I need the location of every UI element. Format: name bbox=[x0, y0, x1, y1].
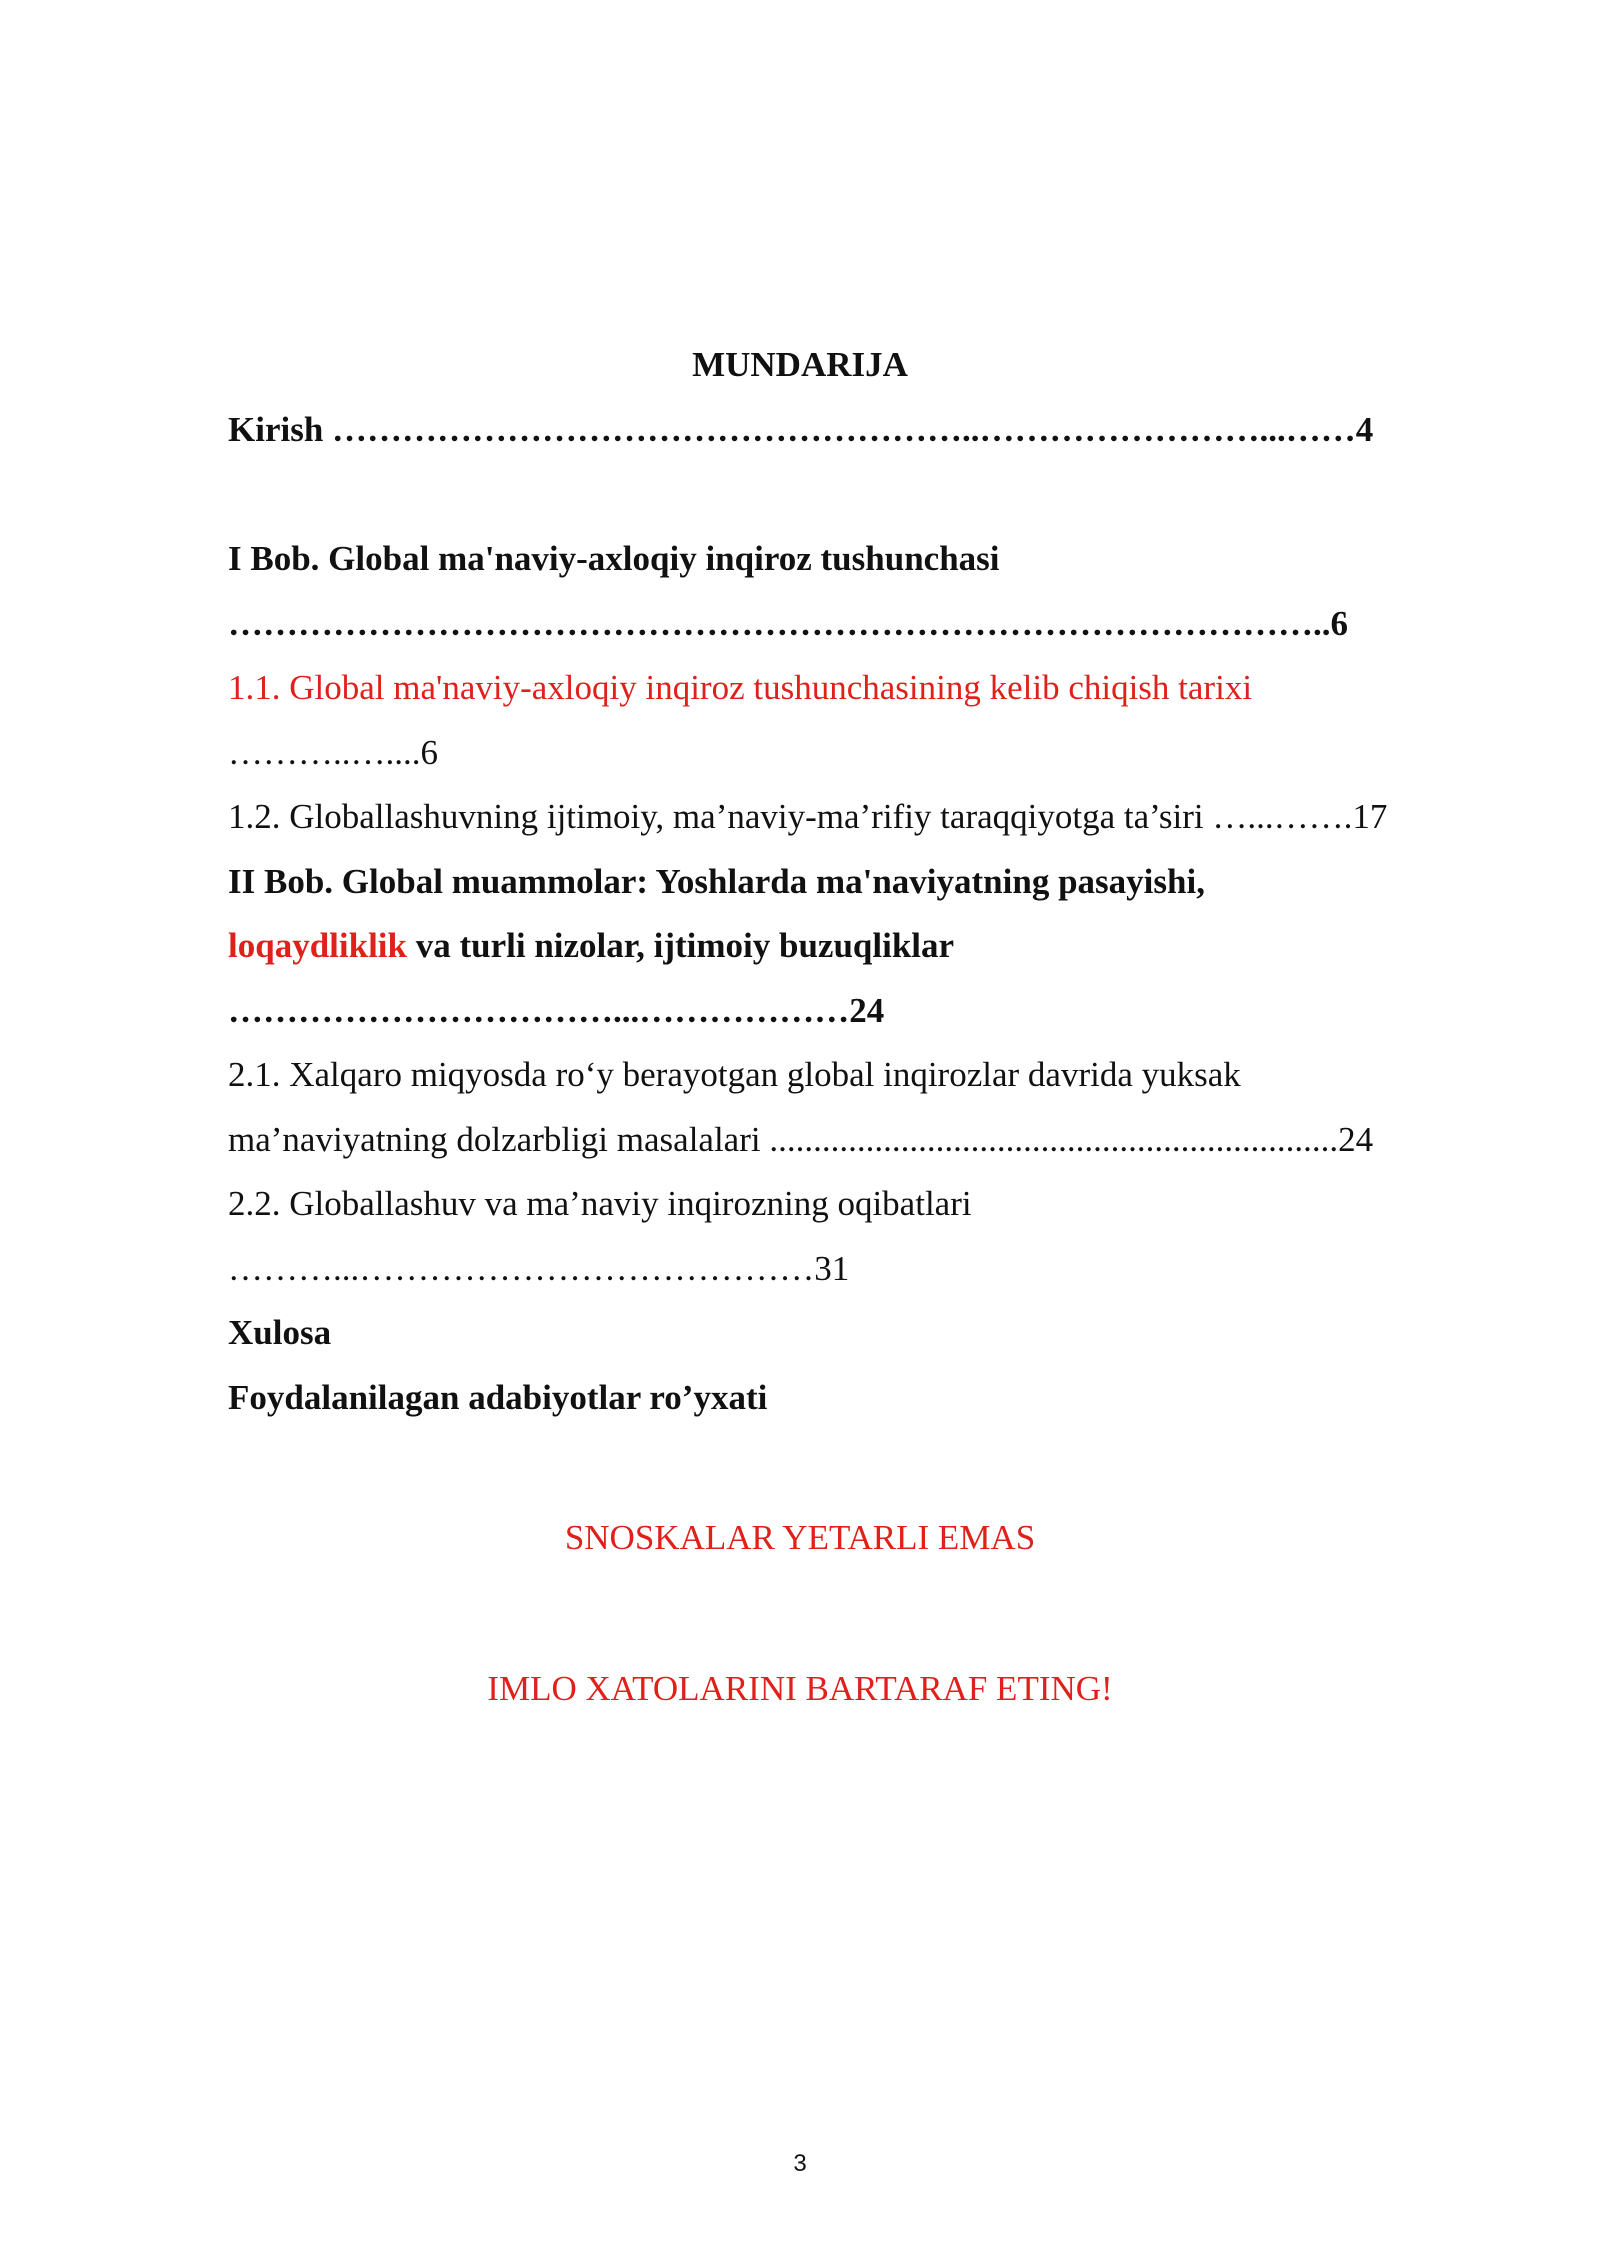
toc-entry-2-1-line1: 2.1. Xalqaro miqyosda ro‘y berayotgan global inqirozlar davrida yuksak bbox=[228, 1055, 1241, 1094]
highlighted-word: loqaydliklik bbox=[228, 926, 407, 965]
toc-entry-bob2-line2-rest: va turli nizolar, ijtimoiy buzuqliklar bbox=[406, 926, 955, 965]
toc-entry-1-1-leader: ………..…....6 bbox=[228, 733, 438, 772]
toc-entry-bob2-leader: ……………………………...………………24 bbox=[228, 991, 885, 1030]
toc-entry-bob1-title: I Bob. Global ma'naviy-axloqiy inqiroz tushunchasi bbox=[228, 539, 1000, 578]
toc-entry-bob2-line2 bbox=[228, 924, 954, 968]
toc-entry-2-2-leader: ………...…………………………………31 bbox=[228, 1249, 850, 1288]
toc-entry-bob2-line1: II Bob. Global muammolar: Yoshlarda ma'naviyatning pasayishi, bbox=[228, 862, 1205, 901]
toc-entry-1-2: 1.2. Globallashuvning ijtimoiy, ma’naviy-ma’rifiy taraqqiyotga ta’siri …...…….17 bbox=[228, 797, 1388, 836]
note-imlo: IMLO XATOLARINI BARTARAF ETING! bbox=[487, 1669, 1113, 1708]
toc-entry-bob1-leader: …………………………………………………………………………………..6 bbox=[228, 604, 1348, 643]
note-snoskalar: SNOSKALAR YETARLI EMAS bbox=[564, 1518, 1036, 1557]
page-number: 3 bbox=[793, 2150, 807, 2177]
toc-entry-1-1-title: 1.1. Global ma'naviy-axloqiy inqiroz tushunchasining kelib chiqish tarixi bbox=[228, 668, 1253, 707]
toc-entry-2-2-title: 2.2. Globallashuv va ma’naviy inqirozning oqibatlari bbox=[228, 1184, 972, 1223]
toc-entry-xulosa: Xulosa bbox=[228, 1313, 332, 1352]
toc-entry-kirish: Kirish ………………………………………………..……………………...……4 bbox=[228, 410, 1374, 449]
toc-entry-adabiyotlar: Foydalanilagan adabiyotlar ro’yxati bbox=[228, 1378, 768, 1417]
toc-entry-2-1-line2: ma’naviyatning dolzarbligi masalalari .................................................................24 bbox=[228, 1120, 1374, 1159]
page-title: MUNDARIJA bbox=[692, 345, 908, 384]
